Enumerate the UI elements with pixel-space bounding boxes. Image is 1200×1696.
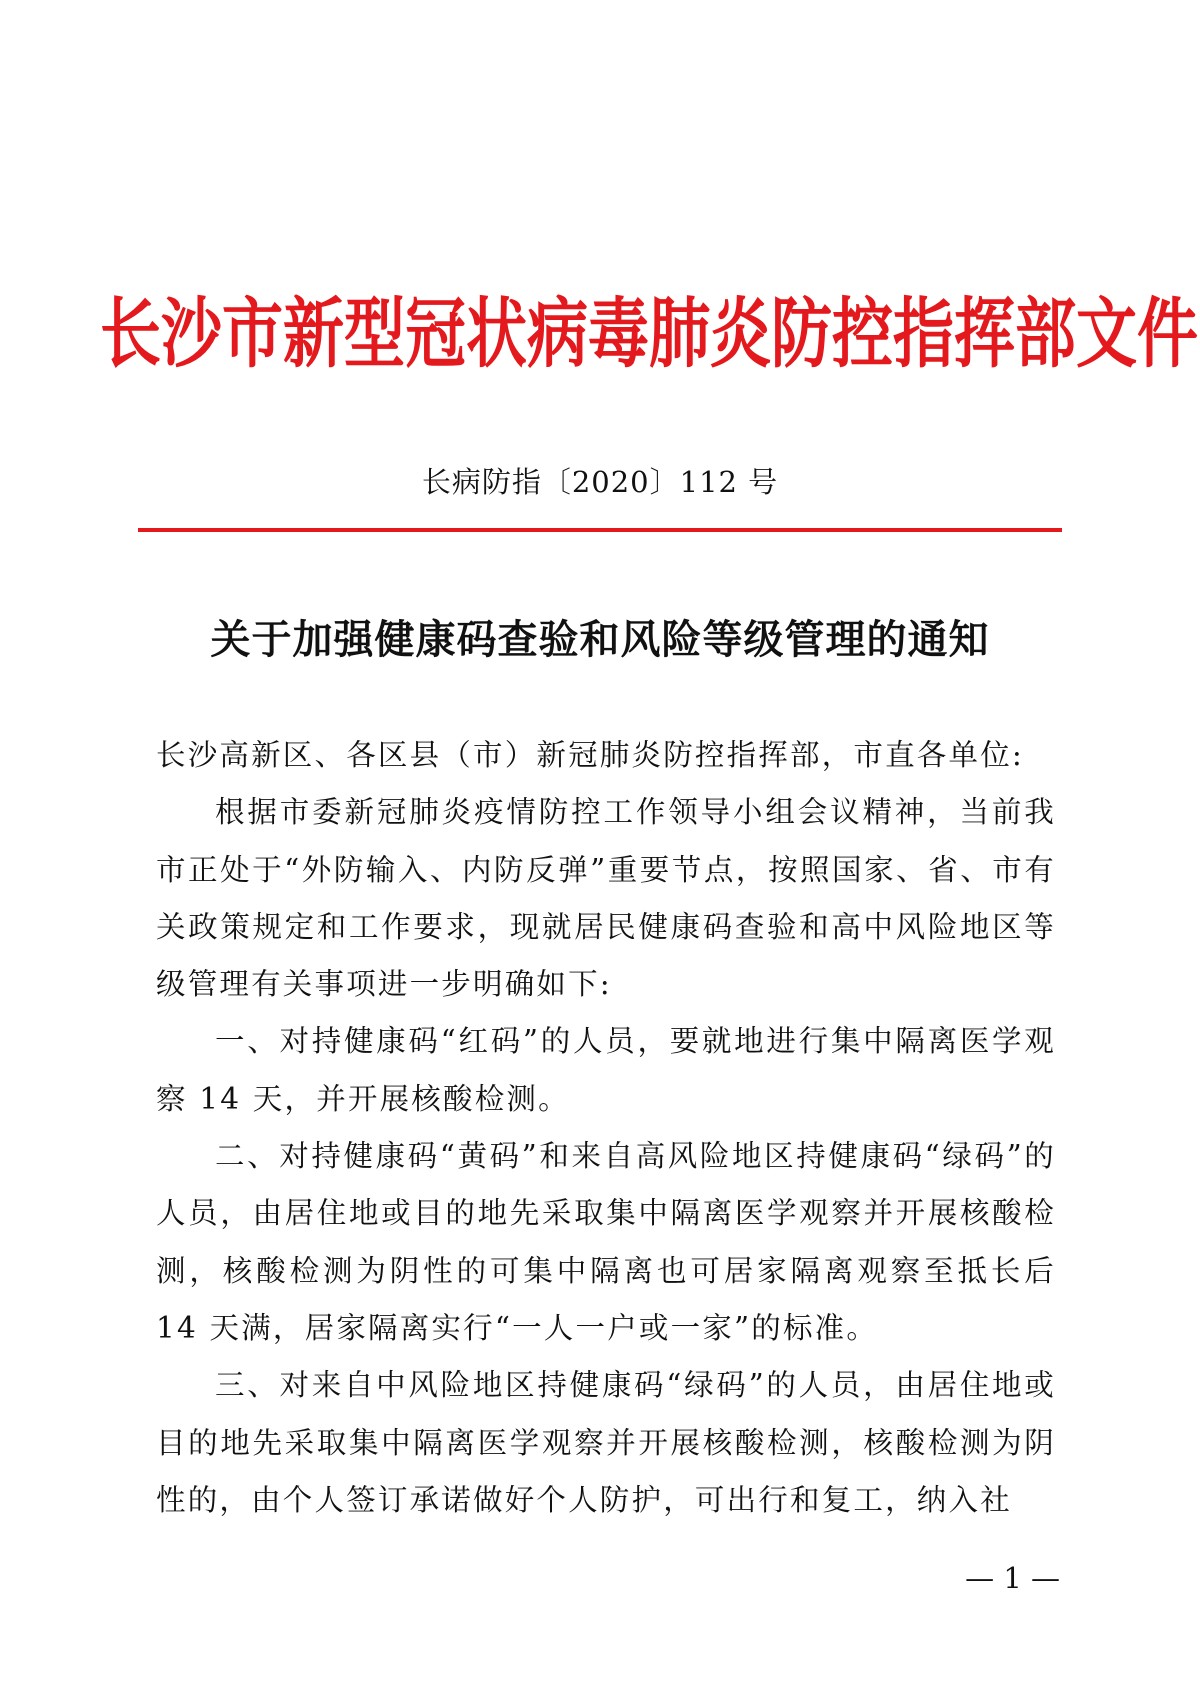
document-number: 长病防指〔2020〕112 号: [421, 465, 779, 499]
notice-title: 关于加强健康码查验和风险等级管理的通知: [210, 616, 990, 663]
paragraph-item-2: 二、对持健康码“黄码”和来自高风险地区持健康码“绿码”的人员，由居住地或目的地先采取集中隔离医学观察并开展核酸检测，核酸检测为阴性的可集中隔离也可居家隔离观察至抵长后 14 天满，居家隔离实行“一人一户或一家”的标准。: [156, 1139, 1056, 1345]
salutation: 长沙高新区、各区县（市）新冠肺炎防控指挥部，市直各单位:: [156, 738, 1025, 772]
paragraph-intro: 根据市委新冠肺炎疫情防控工作领导小组会议精神，当前我市正处于“外防输入、内防反弹”重要节点，按照国家、省、市有关政策规定和工作要求，现就居民健康码查验和高中风险地区等级管理有关事项进一步明确如下:: [156, 795, 1056, 1002]
page-number: — 1 —: [965, 1561, 1060, 1595]
paragraph-item-3: 三、对来自中风险地区持健康码“绿码”的人员，由居住地或目的地先采取集中隔离医学观察并开展核酸检测，核酸检测为阴性的，由个人签订承诺做好个人防护，可出行和复工，纳入社: [156, 1368, 1056, 1517]
paragraph-item-1: 一、对持健康码“红码”的人员，要就地进行集中隔离医学观察 14 天，并开展核酸检测。: [156, 1024, 1056, 1116]
notice-body: [156, 727, 1056, 1529]
issuer-header: 长沙市新型冠状病毒肺炎防控指挥部文件: [100, 290, 1199, 379]
red-divider-line: [138, 528, 1062, 532]
